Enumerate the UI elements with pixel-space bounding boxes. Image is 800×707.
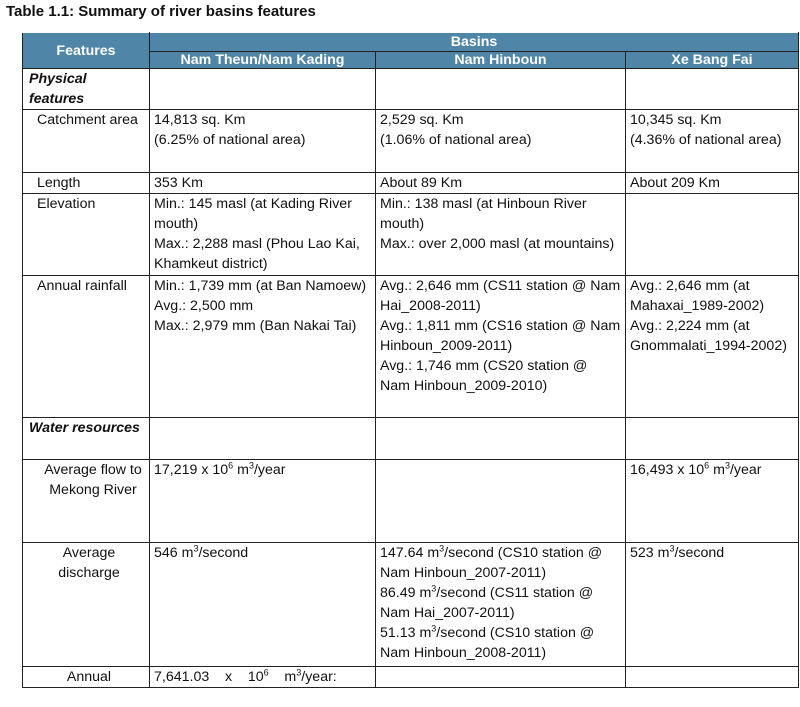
cell-catchment-xe-bang-fai: 10,345 sq. Km (4.36% of national area) [626, 110, 799, 173]
cell-length-nam-theun: 353 Km [150, 173, 376, 194]
row-label-catchment: Catchment area [23, 110, 150, 173]
cell-annual-nam-hinboun [376, 667, 626, 688]
table-row-avgflow [23, 460, 799, 543]
cell-avgflow-nam-hinboun [376, 460, 626, 543]
table-row-rainfall [23, 276, 799, 418]
cell-elevation-xe-bang-fai [626, 194, 799, 276]
table-row-elevation [23, 194, 799, 276]
col-header-nam-hinboun: Nam Hinboun [376, 52, 626, 69]
section-row-physical [23, 69, 799, 110]
row-label-avgflow: Average flow to Mekong River [23, 460, 150, 543]
cell-rainfall-nam-hinboun: Avg.: 2,646 mm (CS11 station @ Nam Hai_2008-2011) Avg.: 1,811 mm (CS16 station @ Nam Hinboun_2009-2011) Avg.: 1,746 mm (CS20 station @ Nam Hinboun_2009-2010) [376, 276, 626, 418]
table-row-length [23, 173, 799, 194]
cell-annual-nam-theun: 7,641.03 x $10^6$ $m^3$/year: [150, 667, 376, 688]
table-title: Table 1.1: Summary of river basins features [6, 3, 316, 20]
row-label-length: Length [23, 173, 150, 194]
cell-elevation-nam-hinboun: Min.: 138 masl (at Hinboun River mouth) Max.: over 2,000 masl (at mountains) [376, 194, 626, 276]
cell-catchment-nam-theun: 14,813 sq. Km (6.25% of national area) [150, 110, 376, 173]
row-label-elevation: Elevation [23, 194, 150, 276]
col-header-xe-bang-fai: Xe Bang Fai [626, 52, 799, 69]
basins-header: Basins [150, 33, 799, 52]
section-row-water [23, 418, 799, 460]
cell-length-xe-bang-fai: About 209 Km [626, 173, 799, 194]
section-label-physical: Physical features [23, 69, 150, 110]
cell-discharge-xe-bang-fai: 523 $m^3$/second [626, 543, 799, 667]
cell-rainfall-xe-bang-fai: Avg.: 2,646 mm (at Mahaxai_1989-2002) Avg.: 2,224 mm (at Gnommalati_1994-2002) [626, 276, 799, 418]
cell-discharge-nam-hinboun: 147.64 $m^3$/second (CS10 station @ Nam Hinboun_2007-2011) 86.49 $m^3$/second (CS11 station @ Nam Hai_2007-2011) 51.13 $m^3$/second (CS10 station @ Nam Hinboun_2008-2011) [376, 543, 626, 667]
section-label-water: Water resources [23, 418, 150, 460]
table-row-catchment [23, 110, 799, 173]
table-row-annual [23, 667, 799, 688]
row-label-annual: Annual [23, 667, 150, 688]
cell-avgflow-nam-theun: 17,219 x $10^6$ $m^3$/year [150, 460, 376, 543]
features-header: Features [23, 33, 150, 69]
cell-elevation-nam-theun: Min.: 145 masl (at Kading River mouth) Max.: 2,288 masl (Phou Lao Kai, Khamkeut district) [150, 194, 376, 276]
table-row-discharge [23, 543, 799, 667]
row-label-discharge: Average discharge [23, 543, 150, 667]
cell-catchment-nam-hinboun: 2,529 sq. Km (1.06% of national area) [376, 110, 626, 173]
cell-rainfall-nam-theun: Min.: 1,739 mm (at Ban Namoew) Avg.: 2,500 mm Max.: 2,979 mm (Ban Nakai Tai) [150, 276, 376, 418]
row-label-rainfall: Annual rainfall [23, 276, 150, 418]
cell-length-nam-hinboun: About 89 Km [376, 173, 626, 194]
col-header-nam-theun: Nam Theun/Nam Kading [150, 52, 376, 69]
cell-avgflow-xe-bang-fai: 16,493 x $10^6$ $m^3$/year [626, 460, 799, 543]
river-basins-table [22, 32, 799, 688]
cell-annual-xe-bang-fai [626, 667, 799, 688]
cell-discharge-nam-theun: 546 $m^3$/second [150, 543, 376, 667]
